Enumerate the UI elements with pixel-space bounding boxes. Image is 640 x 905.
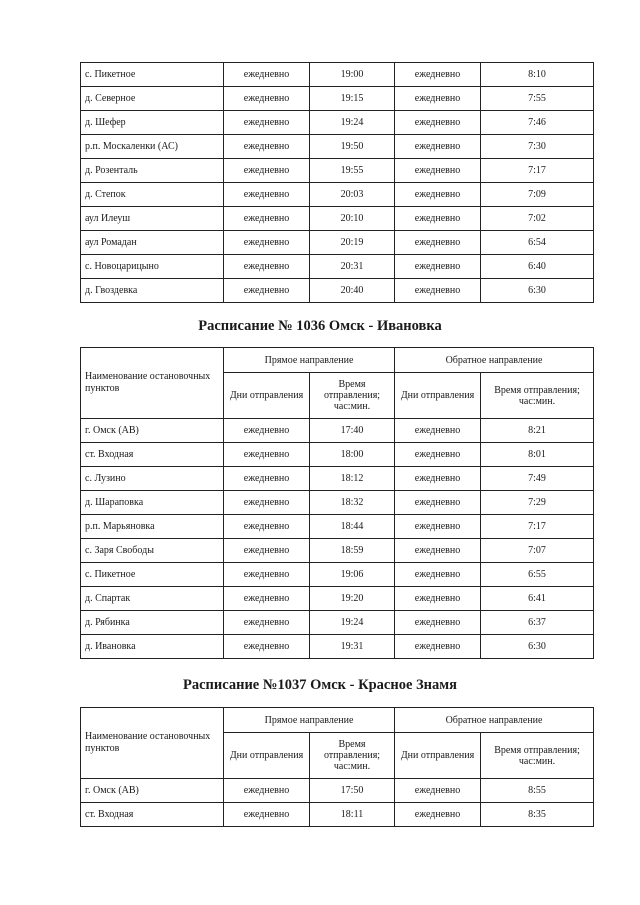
days-backward-cell: ежедневно — [395, 87, 481, 111]
stop-name-cell: с. Заря Свободы — [81, 539, 224, 563]
days-forward-cell: ежедневно — [224, 803, 310, 827]
time-forward-cell: 18:11 — [310, 803, 395, 827]
header-stop-name: Наименование остановочных пунктов — [81, 348, 224, 419]
header-time-forward: Время отправления; час:мин. — [310, 373, 395, 419]
schedule-table-continued — [80, 62, 594, 303]
time-forward-cell: 18:44 — [310, 515, 395, 539]
time-backward-cell: 7:30 — [481, 135, 594, 159]
time-forward-cell: 18:59 — [310, 539, 395, 563]
time-forward-cell: 19:00 — [310, 63, 395, 87]
stop-name-cell: р.п. Москаленки (АС) — [81, 135, 224, 159]
stop-name-cell: ст. Входная — [81, 803, 224, 827]
stop-name-cell: д. Гвоздевка — [81, 279, 224, 303]
stop-name-cell: д. Розенталь — [81, 159, 224, 183]
time-backward-cell: 7:55 — [481, 87, 594, 111]
table-row — [81, 135, 594, 159]
table-row — [81, 779, 594, 803]
table-row — [81, 279, 594, 303]
time-backward-cell: 7:17 — [481, 159, 594, 183]
time-forward-cell: 18:00 — [310, 443, 395, 467]
time-backward-cell: 7:17 — [481, 515, 594, 539]
time-backward-cell: 7:49 — [481, 467, 594, 491]
time-backward-cell: 8:35 — [481, 803, 594, 827]
days-forward-cell: ежедневно — [224, 491, 310, 515]
time-backward-cell: 7:02 — [481, 207, 594, 231]
table-row — [81, 491, 594, 515]
time-forward-cell: 18:12 — [310, 467, 395, 491]
time-forward-cell: 19:06 — [310, 563, 395, 587]
time-forward-cell: 17:40 — [310, 419, 395, 443]
time-forward-cell: 19:50 — [310, 135, 395, 159]
time-backward-cell: 8:55 — [481, 779, 594, 803]
days-backward-cell: ежедневно — [395, 279, 481, 303]
days-backward-cell: ежедневно — [395, 611, 481, 635]
days-forward-cell: ежедневно — [224, 63, 310, 87]
table-row — [81, 159, 594, 183]
days-backward-cell: ежедневно — [395, 563, 481, 587]
days-forward-cell: ежедневно — [224, 443, 310, 467]
stop-name-cell: ст. Входная — [81, 443, 224, 467]
days-forward-cell: ежедневно — [224, 515, 310, 539]
time-backward-cell: 6:55 — [481, 563, 594, 587]
schedule-table-continued-body — [81, 63, 594, 303]
table-row — [81, 255, 594, 279]
days-forward-cell: ежедневно — [224, 779, 310, 803]
time-forward-cell: 17:50 — [310, 779, 395, 803]
time-forward-cell: 20:40 — [310, 279, 395, 303]
schedule-1036-title: Расписание № 1036 Омск - Ивановка — [198, 318, 442, 334]
stop-name-cell: д. Спартак — [81, 587, 224, 611]
header-stop-name: Наименование остановочных пунктов — [81, 708, 224, 779]
days-backward-cell: ежедневно — [395, 491, 481, 515]
days-forward-cell: ежедневно — [224, 159, 310, 183]
time-forward-cell: 18:32 — [310, 491, 395, 515]
time-forward-cell: 20:19 — [310, 231, 395, 255]
time-backward-cell: 7:29 — [481, 491, 594, 515]
schedule-1036-table — [80, 347, 594, 659]
time-backward-cell: 8:01 — [481, 443, 594, 467]
header-forward: Прямое направление — [224, 708, 395, 733]
stop-name-cell: г. Омск (АВ) — [81, 779, 224, 803]
days-forward-cell: ежедневно — [224, 279, 310, 303]
days-forward-cell: ежедневно — [224, 207, 310, 231]
days-backward-cell: ежедневно — [395, 515, 481, 539]
header-days-forward: Дни отправления — [224, 373, 310, 419]
schedule-1037-title: Расписание №1037 Омск - Красное Знамя — [182, 677, 457, 693]
time-forward-cell: 20:03 — [310, 183, 395, 207]
time-backward-cell: 8:10 — [481, 63, 594, 87]
header-backward: Обратное направление — [395, 708, 594, 733]
table-row — [81, 611, 594, 635]
header-forward: Прямое направление — [224, 348, 395, 373]
stop-name-cell: д. Степок — [81, 183, 224, 207]
stop-name-cell: с. Лузино — [81, 467, 224, 491]
table-row — [81, 803, 594, 827]
schedule-1037-header — [81, 708, 594, 779]
table-row — [81, 587, 594, 611]
header-days-backward: Дни отправления — [395, 373, 481, 419]
days-backward-cell: ежедневно — [395, 183, 481, 207]
stop-name-cell: с. Новоцарицыно — [81, 255, 224, 279]
header-time-backward: Время отправления; час:мин. — [481, 733, 594, 779]
table-row — [81, 183, 594, 207]
days-backward-cell: ежедневно — [395, 159, 481, 183]
stop-name-cell: д. Шефер — [81, 111, 224, 135]
time-backward-cell: 7:07 — [481, 539, 594, 563]
days-backward-cell: ежедневно — [395, 207, 481, 231]
table-row — [81, 515, 594, 539]
days-forward-cell: ежедневно — [224, 611, 310, 635]
days-backward-cell: ежедневно — [395, 779, 481, 803]
time-forward-cell: 19:15 — [310, 87, 395, 111]
time-backward-cell: 7:09 — [481, 183, 594, 207]
table-row — [81, 419, 594, 443]
days-forward-cell: ежедневно — [224, 635, 310, 659]
stop-name-cell: аул Ромадан — [81, 231, 224, 255]
stop-name-cell: с. Пикетное — [81, 563, 224, 587]
days-backward-cell: ежедневно — [395, 135, 481, 159]
time-backward-cell: 6:54 — [481, 231, 594, 255]
time-backward-cell: 6:40 — [481, 255, 594, 279]
days-backward-cell: ежедневно — [395, 467, 481, 491]
days-forward-cell: ежедневно — [224, 419, 310, 443]
stop-name-cell: с. Пикетное — [81, 63, 224, 87]
days-backward-cell: ежедневно — [395, 231, 481, 255]
days-forward-cell: ежедневно — [224, 587, 310, 611]
stop-name-cell: д. Рябинка — [81, 611, 224, 635]
table-row — [81, 207, 594, 231]
time-forward-cell: 19:24 — [310, 611, 395, 635]
stop-name-cell: д. Северное — [81, 87, 224, 111]
days-backward-cell: ежедневно — [395, 419, 481, 443]
days-forward-cell: ежедневно — [224, 467, 310, 491]
time-forward-cell: 20:31 — [310, 255, 395, 279]
table-row — [81, 635, 594, 659]
table-row — [81, 87, 594, 111]
days-backward-cell: ежедневно — [395, 803, 481, 827]
time-backward-cell: 6:41 — [481, 587, 594, 611]
table-row — [81, 563, 594, 587]
schedule-1036-body — [81, 419, 594, 659]
time-backward-cell: 6:37 — [481, 611, 594, 635]
header-days-backward: Дни отправления — [395, 733, 481, 779]
days-forward-cell: ежедневно — [224, 135, 310, 159]
schedule-1037-table — [80, 707, 594, 827]
stop-name-cell: аул Илеуш — [81, 207, 224, 231]
table-row — [81, 467, 594, 491]
days-backward-cell: ежедневно — [395, 63, 481, 87]
header-time-backward: Время отправления; час:мин. — [481, 373, 594, 419]
days-forward-cell: ежедневно — [224, 231, 310, 255]
days-forward-cell: ежедневно — [224, 87, 310, 111]
time-forward-cell: 19:31 — [310, 635, 395, 659]
stop-name-cell: д. Шараповка — [81, 491, 224, 515]
days-backward-cell: ежедневно — [395, 587, 481, 611]
days-forward-cell: ежедневно — [224, 563, 310, 587]
stop-name-cell: д. Ивановка — [81, 635, 224, 659]
time-backward-cell: 8:21 — [481, 419, 594, 443]
days-backward-cell: ежедневно — [395, 635, 481, 659]
time-forward-cell: 19:24 — [310, 111, 395, 135]
table-row — [81, 231, 594, 255]
days-forward-cell: ежедневно — [224, 183, 310, 207]
table-row — [81, 63, 594, 87]
time-backward-cell: 7:46 — [481, 111, 594, 135]
time-forward-cell: 19:20 — [310, 587, 395, 611]
days-forward-cell: ежедневно — [224, 255, 310, 279]
days-backward-cell: ежедневно — [395, 255, 481, 279]
schedule-1037-body — [81, 779, 594, 827]
time-forward-cell: 20:10 — [310, 207, 395, 231]
time-forward-cell: 19:55 — [310, 159, 395, 183]
table-row — [81, 111, 594, 135]
header-time-forward: Время отправления; час:мин. — [310, 733, 395, 779]
header-days-forward: Дни отправления — [224, 733, 310, 779]
header-backward: Обратное направление — [395, 348, 594, 373]
schedule-1036-header — [81, 348, 594, 419]
table-row — [81, 539, 594, 563]
days-backward-cell: ежедневно — [395, 539, 481, 563]
days-backward-cell: ежедневно — [395, 111, 481, 135]
time-backward-cell: 6:30 — [481, 279, 594, 303]
days-forward-cell: ежедневно — [224, 111, 310, 135]
time-backward-cell: 6:30 — [481, 635, 594, 659]
table-row — [81, 443, 594, 467]
stop-name-cell: г. Омск (АВ) — [81, 419, 224, 443]
stop-name-cell: р.п. Марьяновка — [81, 515, 224, 539]
days-forward-cell: ежедневно — [224, 539, 310, 563]
days-backward-cell: ежедневно — [395, 443, 481, 467]
